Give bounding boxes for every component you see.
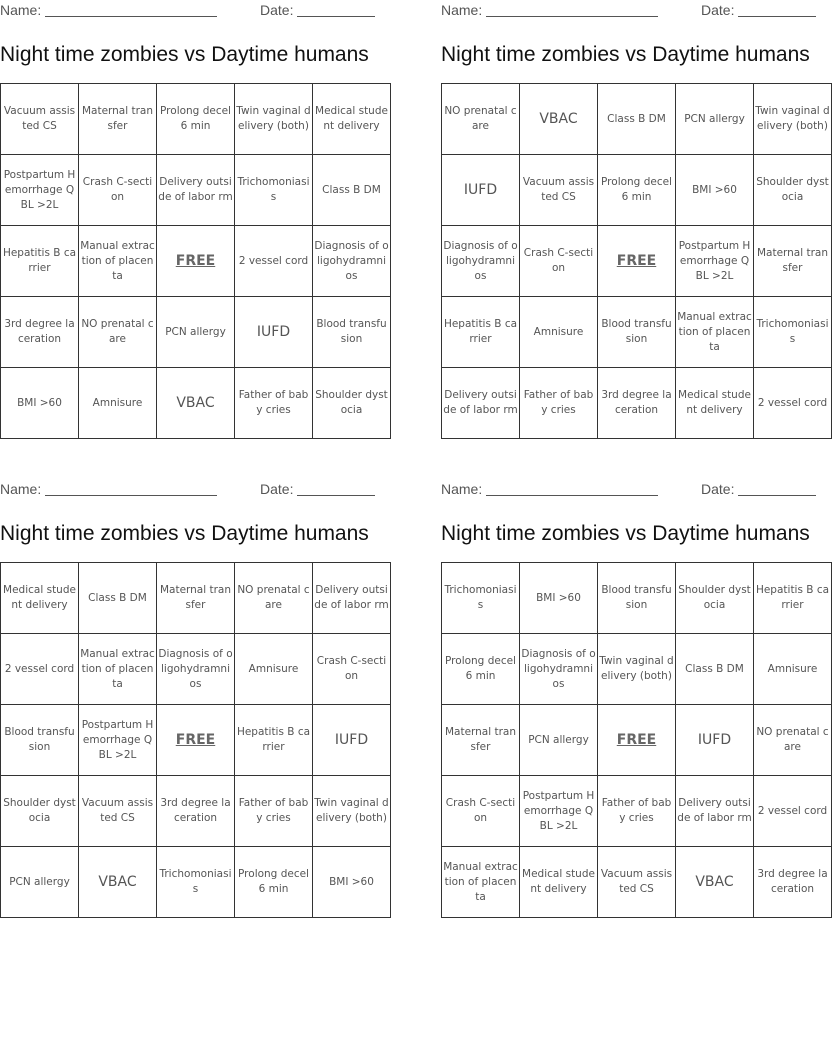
bingo-row	[1, 847, 391, 918]
bingo-cell: Shoulder dystocia	[313, 368, 391, 439]
bingo-cell: Diagnosis of oligohydramnios	[157, 634, 235, 705]
bingo-cell: Crash C-section	[79, 155, 157, 226]
bingo-row	[442, 847, 832, 918]
bingo-cell: Delivery outside of labor rm	[313, 563, 391, 634]
bingo-cell: Medical student delivery	[676, 368, 754, 439]
bingo-cell: 2 vessel cord	[235, 226, 313, 297]
bingo-cell: Prolong decel 6 min	[157, 84, 235, 155]
bingo-cell: Amnisure	[520, 297, 598, 368]
bingo-row	[1, 368, 391, 439]
date-label: Date:	[260, 2, 294, 18]
card-header	[441, 0, 816, 22]
name-label: Name:	[441, 481, 483, 497]
bingo-row	[442, 705, 832, 776]
name-blank	[486, 16, 658, 17]
name-blank	[486, 495, 658, 496]
bingo-cell: Diagnosis of oligohydramnios	[313, 226, 391, 297]
bingo-cell: Medical student delivery	[520, 847, 598, 918]
bingo-cell: Hepatitis B carrier	[754, 563, 832, 634]
bingo-cell: Diagnosis of oligohydramnios	[442, 226, 520, 297]
bingo-cell: Twin vaginal delivery (both)	[313, 776, 391, 847]
name-blank	[45, 495, 217, 496]
bingo-cell: Blood transfusion	[313, 297, 391, 368]
date-blank	[297, 495, 375, 496]
bingo-cell: 2 vessel cord	[754, 776, 832, 847]
bingo-cell: Blood transfusion	[598, 563, 676, 634]
bingo-row	[442, 226, 832, 297]
bingo-cell: Maternal transfer	[754, 226, 832, 297]
bingo-cell: NO prenatal care	[235, 563, 313, 634]
bingo-cell: Blood transfusion	[1, 705, 79, 776]
bingo-cell: Crash C-section	[313, 634, 391, 705]
card-title: Night time zombies vs Daytime humans	[441, 43, 810, 66]
bingo-cell: Delivery outside of labor rm	[157, 155, 235, 226]
bingo-cell: VBAC	[157, 368, 235, 439]
date-blank	[297, 16, 375, 17]
bingo-cell: NO prenatal care	[754, 705, 832, 776]
bingo-row	[1, 84, 391, 155]
date-label: Date:	[260, 481, 294, 497]
bingo-cell: BMI >60	[1, 368, 79, 439]
bingo-cell: Shoulder dystocia	[754, 155, 832, 226]
card-header	[0, 479, 375, 501]
bingo-cell: Trichomoniasis	[157, 847, 235, 918]
bingo-cell: BMI >60	[520, 563, 598, 634]
bingo-cell: Trichomoniasis	[754, 297, 832, 368]
bingo-cell: Hepatitis B carrier	[442, 297, 520, 368]
card-title: Night time zombies vs Daytime humans	[0, 522, 369, 545]
card-header	[441, 479, 816, 501]
bingo-cell: 2 vessel cord	[754, 368, 832, 439]
free-space-cell: FREE	[157, 705, 235, 776]
bingo-cell: Vacuum assisted CS	[598, 847, 676, 918]
bingo-cell: Vacuum assisted CS	[1, 84, 79, 155]
bingo-cell: Manual extraction of placenta	[79, 226, 157, 297]
bingo-cell: IUFD	[313, 705, 391, 776]
bingo-cell: Trichomoniasis	[235, 155, 313, 226]
bingo-cell: Medical student delivery	[1, 563, 79, 634]
free-space-cell: FREE	[598, 226, 676, 297]
bingo-cell: Maternal transfer	[79, 84, 157, 155]
date-label: Date:	[701, 2, 735, 18]
bingo-cell: Prolong decel 6 min	[598, 155, 676, 226]
bingo-row	[1, 634, 391, 705]
bingo-cell: PCN allergy	[1, 847, 79, 918]
bingo-cell: Prolong decel 6 min	[235, 847, 313, 918]
bingo-cell: PCN allergy	[157, 297, 235, 368]
bingo-cell: Maternal transfer	[157, 563, 235, 634]
name-label: Name:	[0, 2, 42, 18]
bingo-cell: PCN allergy	[520, 705, 598, 776]
bingo-row	[442, 155, 832, 226]
bingo-cell: Crash C-section	[520, 226, 598, 297]
bingo-cell: Manual extraction of placenta	[79, 634, 157, 705]
bingo-cell: IUFD	[676, 705, 754, 776]
bingo-cell: BMI >60	[313, 847, 391, 918]
date-blank	[738, 495, 816, 496]
bingo-cell: Maternal transfer	[442, 705, 520, 776]
bingo-cell: Vacuum assisted CS	[79, 776, 157, 847]
bingo-cell: 3rd degree laceration	[754, 847, 832, 918]
bingo-cell: 2 vessel cord	[1, 634, 79, 705]
bingo-cell: Manual extraction of placenta	[676, 297, 754, 368]
bingo-grid	[0, 562, 391, 918]
bingo-row	[1, 226, 391, 297]
bingo-row	[442, 776, 832, 847]
bingo-grid	[441, 562, 832, 918]
bingo-cell: Trichomoniasis	[442, 563, 520, 634]
bingo-row	[442, 297, 832, 368]
bingo-cell: Class B DM	[598, 84, 676, 155]
bingo-cell: Class B DM	[79, 563, 157, 634]
bingo-cell: Class B DM	[676, 634, 754, 705]
bingo-cell: Twin vaginal delivery (both)	[754, 84, 832, 155]
bingo-cell: Father of baby cries	[235, 776, 313, 847]
bingo-cell: IUFD	[235, 297, 313, 368]
bingo-cell: Crash C-section	[442, 776, 520, 847]
bingo-cell: Amnisure	[754, 634, 832, 705]
bingo-row	[442, 84, 832, 155]
bingo-cell: Twin vaginal delivery (both)	[235, 84, 313, 155]
bingo-cell: VBAC	[79, 847, 157, 918]
bingo-cell: Father of baby cries	[520, 368, 598, 439]
name-label: Name:	[0, 481, 42, 497]
bingo-cell: Postpartum Hemorrhage QBL >2L	[520, 776, 598, 847]
bingo-cell: Shoulder dystocia	[676, 563, 754, 634]
bingo-cell: 3rd degree laceration	[157, 776, 235, 847]
bingo-cell: Shoulder dystocia	[1, 776, 79, 847]
bingo-cell: Amnisure	[235, 634, 313, 705]
bingo-cell: Diagnosis of oligohydramnios	[520, 634, 598, 705]
bingo-cell: Twin vaginal delivery (both)	[598, 634, 676, 705]
name-label: Name:	[441, 2, 483, 18]
bingo-cell: Postpartum Hemorrhage QBL >2L	[79, 705, 157, 776]
bingo-cell: Hepatitis B carrier	[1, 226, 79, 297]
bingo-row	[1, 297, 391, 368]
bingo-row	[442, 634, 832, 705]
date-blank	[738, 16, 816, 17]
bingo-cell: Father of baby cries	[598, 776, 676, 847]
bingo-cell: IUFD	[442, 155, 520, 226]
bingo-cell: Hepatitis B carrier	[235, 705, 313, 776]
free-space-cell: FREE	[157, 226, 235, 297]
card-title: Night time zombies vs Daytime humans	[0, 43, 369, 66]
bingo-row	[1, 155, 391, 226]
bingo-cell: PCN allergy	[676, 84, 754, 155]
bingo-cell: Postpartum Hemorrhage QBL >2L	[676, 226, 754, 297]
bingo-cell: VBAC	[676, 847, 754, 918]
name-blank	[45, 16, 217, 17]
bingo-cell: Prolong decel 6 min	[442, 634, 520, 705]
bingo-cell: NO prenatal care	[79, 297, 157, 368]
bingo-cell: Class B DM	[313, 155, 391, 226]
date-label: Date:	[701, 481, 735, 497]
bingo-cell: BMI >60	[676, 155, 754, 226]
bingo-row	[442, 563, 832, 634]
bingo-cell: Blood transfusion	[598, 297, 676, 368]
bingo-cell: 3rd degree laceration	[598, 368, 676, 439]
bingo-cell: Father of baby cries	[235, 368, 313, 439]
bingo-grid	[0, 83, 391, 439]
bingo-cell: Amnisure	[79, 368, 157, 439]
bingo-cell: Delivery outside of labor rm	[442, 368, 520, 439]
bingo-row	[1, 563, 391, 634]
bingo-row	[442, 368, 832, 439]
bingo-cell: Manual extraction of placenta	[442, 847, 520, 918]
bingo-cell: Postpartum Hemorrhage QBL >2L	[1, 155, 79, 226]
bingo-row	[1, 776, 391, 847]
bingo-row	[1, 705, 391, 776]
card-title: Night time zombies vs Daytime humans	[441, 522, 810, 545]
bingo-grid	[441, 83, 832, 439]
bingo-cell: Medical student delivery	[313, 84, 391, 155]
bingo-cell: Delivery outside of labor rm	[676, 776, 754, 847]
bingo-cell: 3rd degree laceration	[1, 297, 79, 368]
bingo-cell: NO prenatal care	[442, 84, 520, 155]
card-header	[0, 0, 375, 22]
bingo-cell: Vacuum assisted CS	[520, 155, 598, 226]
bingo-cell: VBAC	[520, 84, 598, 155]
free-space-cell: FREE	[598, 705, 676, 776]
